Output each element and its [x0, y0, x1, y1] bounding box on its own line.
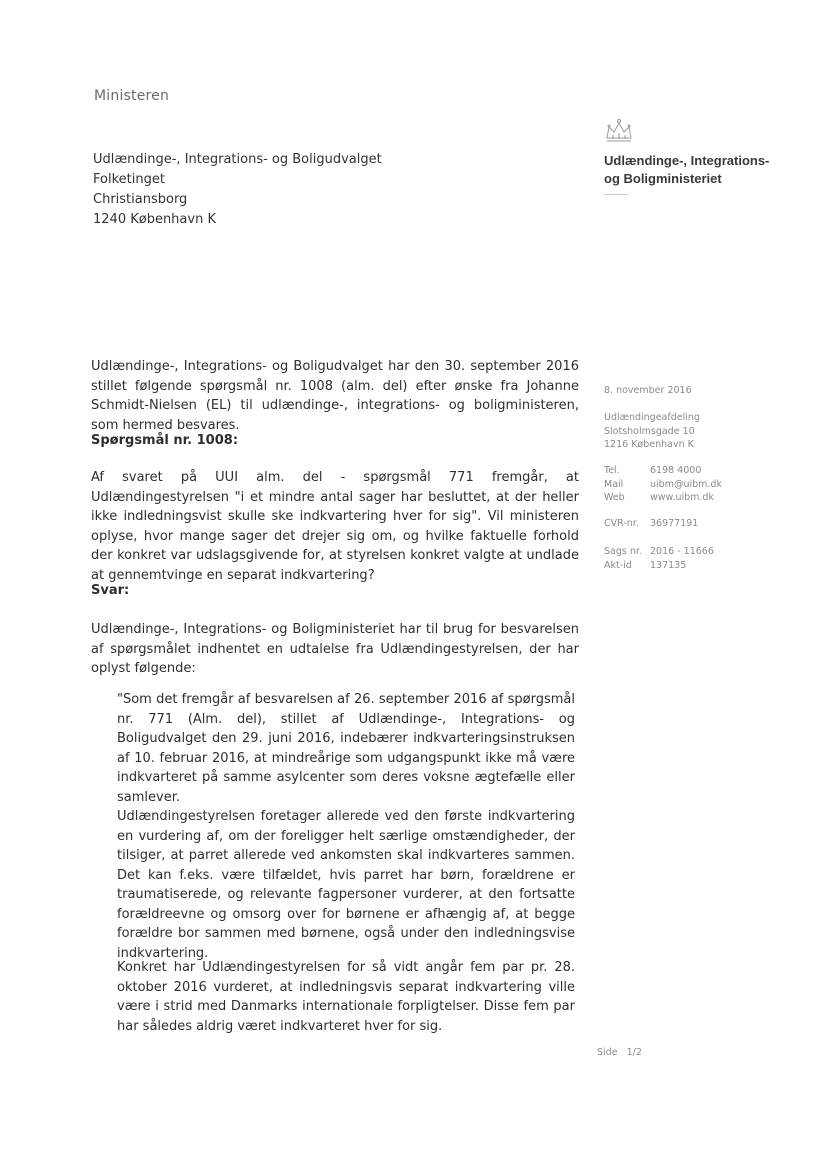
- intro-paragraph: Udlændinge-, Integrations- og Boligudvalget har den 30. september 2016 stillet følgende spørgsmål nr. 1008 (alm. del) efter ønske fra Johanne Schmidt-Nielsen (EL) til udlændinge-, integrations- og boligministeren, som hermed besvares.: [91, 359, 579, 433]
- answer-intro-paragraph: Udlændinge-, Integrations- og Boligministeriet har til brug for besvarelsen af spørgsmålet indhentet en udtalelse fra Udlændingestyrelsen, der har oplyst følgende:: [91, 622, 579, 676]
- recipient-line: Udlændinge-, Integrations- og Boligudvalget: [93, 152, 382, 167]
- ministry-name: [604, 152, 769, 188]
- crown-logo-icon: [604, 118, 634, 144]
- cvr-info: [604, 517, 698, 531]
- tel-value: 6198 4000: [650, 465, 702, 476]
- department-name: Udlændingeafdeling: [604, 412, 700, 423]
- recipient-line: Christiansborg: [93, 192, 188, 207]
- recipient-address: [93, 150, 382, 230]
- question-paragraph: Af svaret på UUI alm. del - spørgsmål 771 fremgår, at Udlændingestyrelsen "i et mindre antal sager har besluttet, at der heller ikke indledningsvist skulle ske indkvartering hver for sig". Vil ministeren oplyse, hvor mange sager det drejer sig om, og hvilke faktuelle forhold der konkret var udslagsgivende for, at styrelsen konkret valgte at undlade at gennemtvinge en separat indkvartering?: [91, 470, 579, 583]
- quote-paragraph-1: "Som det fremgår af besvarelsen af 26. september 2016 af spørgsmål nr. 771 (Alm. del), stillet af Udlændinge-, Integrations- og Boligudvalget den 29. juni 2016, indebærer indkvarteringsinstruksen af 10. februar 2016, at mindreårige som udgangspunkt ikke må være indkvarteret på samme asylcenter som deres voksne ægtefælle eller samlever.: [117, 692, 575, 805]
- contact-mail: [604, 478, 722, 492]
- ministry-name-line: og Boligministeriet: [604, 171, 722, 186]
- mail-value[interactable]: uibm@uibm.dk: [650, 478, 722, 490]
- web-value[interactable]: www.uibm.dk: [650, 492, 714, 503]
- page-number: 1/2: [626, 1047, 642, 1058]
- recipient-line: Folketinget: [93, 172, 165, 187]
- letter-date: 8. november 2016: [604, 385, 692, 396]
- web-label: Web: [604, 492, 625, 503]
- page-label: Side: [597, 1047, 618, 1058]
- akt-label: Akt-id: [604, 559, 632, 571]
- cvr-label: CVR-nr.: [604, 518, 639, 529]
- sags-value: 2016 - 11666: [650, 546, 714, 557]
- department-address: [604, 411, 700, 452]
- question-heading: Spørgsmål nr. 1008:: [91, 433, 239, 448]
- recipient-line: 1240 København K: [93, 212, 216, 227]
- contact-tel: [604, 464, 722, 478]
- contact-web: [604, 491, 722, 505]
- ministry-name-line: Udlændinge-, Integrations-: [604, 153, 770, 168]
- divider: [604, 194, 628, 195]
- mail-label: Mail: [604, 478, 624, 490]
- sender-title: Ministeren: [94, 88, 170, 104]
- quote-paragraph-2: Udlændingestyrelsen foretager allerede ved den første indkvartering en vurdering af, om der foreligger helt særlige omstændigheder, der tilsiger, at parret allerede ved ankomsten skal indkvarteres sammen. Det kan f.eks. være tilfældet, hvis parret har børn, forældrene er traumatiserede, og relevante fagpersoner vurderer, at den fortsatte forældreevne og omsorg over for børnene er afhængig af, at begge forældre bor sammen med børnene, også under den indledningsvise indkvartering.: [117, 809, 575, 961]
- case-info: [604, 545, 714, 572]
- contact-info: [604, 464, 722, 505]
- akt-value: 137135: [650, 559, 687, 571]
- quote-paragraph-3: Konkret har Udlændingestyrelsen for så vidt angår fem par pr. 28. oktober 2016 vurderet, at indledningsvis separat indkvartering ville være i strid med Danmarks internationale forpligtelser. Disse fem par har således aldrig været indkvarteret hver for sig.: [117, 960, 575, 1034]
- answer-heading: Svar:: [91, 583, 130, 598]
- tel-label: Tel.: [604, 465, 620, 476]
- page-indicator: [597, 1047, 642, 1058]
- cvr-value: 36977191: [650, 518, 699, 529]
- sags-label: Sags nr.: [604, 546, 642, 557]
- department-city: 1216 København K: [604, 439, 694, 450]
- department-street: Slotsholmsgade 10: [604, 425, 695, 437]
